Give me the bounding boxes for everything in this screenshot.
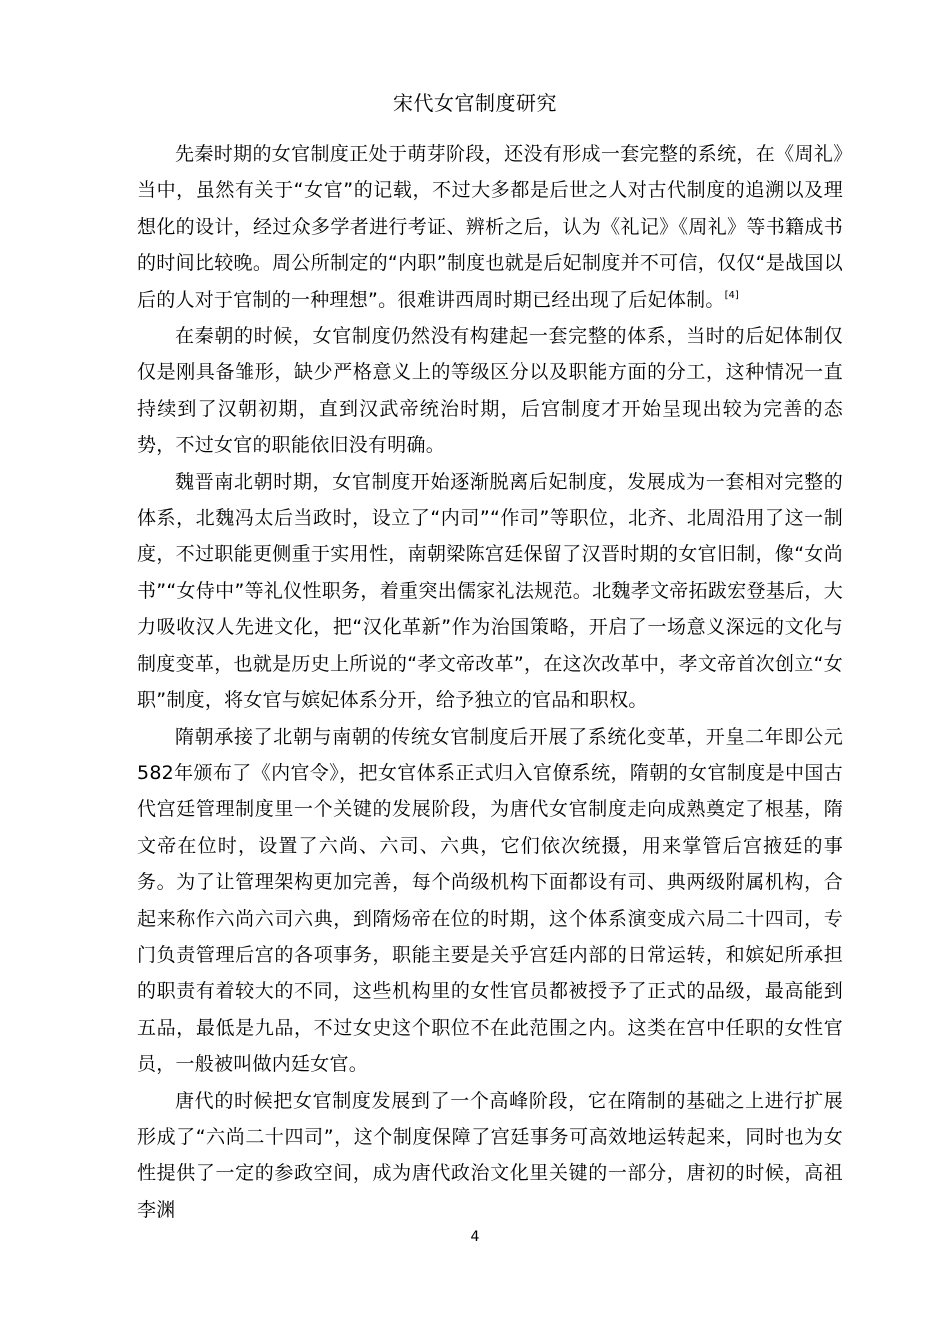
paragraph: 唐代的时候把女官制度发展到了一个高峰阶段，它在隋制的基础之上进行扩展形成了“六尚二十四司”，这个制度保障了宫廷事务可高效地运转起来，同时也为女性提供了一定的参政空间，成为唐代政治文化里关键的一部分，唐初的时候，高祖李渊 (137, 1089, 843, 1221)
paragraph: 在秦朝的时候，女官制度仍然没有构建起一套完整的体系，当时的后妃体制仅仅是刚具备雏形，缺少严格意义上的等级区分以及职能方面的分工，这种情况一直持续到了汉朝初期，直到汉武帝统治时期，后宫制度才开始呈现出较为完善的态势，不过女官的职能依旧没有明确。 (137, 325, 843, 457)
paragraph: 魏晋南北朝时期，女官制度开始逐渐脱离后妃制度，发展成为一套相对完整的体系，北魏冯太后当政时，设立了“内司”“作司”等职位，北齐、北周沿用了这一制度，不过职能更侧重于实用性，南朝梁陈宫廷保留了汉晋时期的女官旧制，像“女尚书”“女侍中”等礼仪性职务，着重突出儒家礼法规范。北魏孝文帝拓跋宏登基后，大力吸收汉人先进文化，把“汉化革新”作为治国策略，开启了一场意义深远的文化与制度变革，也就是历史上所说的“孝文帝改革”，在这次改革中，孝文帝首次创立“女职”制度，将女官与嫔妃体系分开，给予独立的官品和职权。 (137, 470, 843, 712)
paragraph-text: 先秦时期的女官制度正处于萌芽阶段，还没有形成一套完整的系统，在《周礼》当中，虽然有关于“女官”的记载，不过大多都是后世之人对古代制度的追溯以及理想化的设计，经过众多学者进行考证、辨析之后，认为《礼记》《周礼》等书籍成书的时间比较晚。周公所制定的“内职”制度也就是后妃制度并不可信，仅仅“是战国以后的人对于官制的一种理想”。很难讲西周时期已经出现了后妃体制。 (137, 143, 843, 311)
running-header: 宋代女官制度研究 (393, 91, 557, 115)
page-number: 4 (470, 1229, 480, 1245)
paragraph (137, 136, 843, 318)
paragraph: 隋朝承接了北朝与南朝的传统女官制度后开展了系统化变革，开皇二年即公元582年颁布了《内官令》，把女官体系正式归入官僚系统，隋朝的女官制度是中国古代宫廷管理制度里一个关键的发展阶段，为唐代女官制度走向成熟奠定了根基，隋文帝在位时，设置了六尚、六司、六典，它们依次统摄，用来掌管后宫掖廷的事务。为了让管理架构更加完善，每个尚级机构下面都设有司、典两级附属机构，合起来称作六尚六司六典，到隋炀帝在位的时期，这个体系演变成六局二十四司，专门负责管理后宫的各项事务，职能主要是关乎宫廷内部的日常运转，和嫔妃所承担的职责有着较大的不同，这些机构里的女性官员都被授予了正式的品级，最高能到五品，最低是九品，不过女史这个职位不在此范围之内。这类在宫中任职的女性官员，一般被叫做内廷女官。 (137, 725, 843, 1076)
body-text (137, 136, 843, 1228)
citation-marker: [4] (724, 289, 739, 301)
